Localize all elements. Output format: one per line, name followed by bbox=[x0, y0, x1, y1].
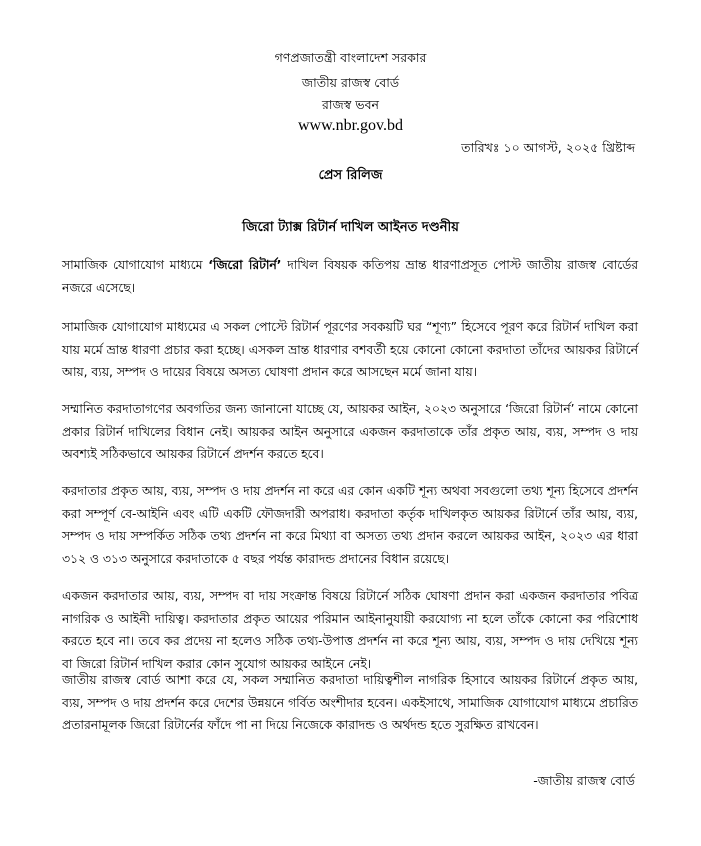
signature: -জাতীয় রাজস্ব বোর্ড bbox=[533, 773, 635, 788]
paragraph-2: সামাজিক যোগাযোগ মাধ্যমের এ সকল পোস্টে রিটার্ন পূরণের সবকয়টি ঘর “শূণ্য” হিসেবে পূরণ করে রিটার্ন দাখিল করা যায় মর্মে ভ্রান্ত ধারণা প্রচার করা হচ্ছে। এসকল ভ্রান্ত ধারণার বশবর্তী হয়ে কোনো কোনো করদাতা তাঁদের আয়কর রিটার্নে আয়, ব্যয়, সম্পদ ও দায়ের বিষয়ে অসত্য ঘোষণা প্রদান করে আসছেন মর্মে জানা যায়। bbox=[62, 320, 638, 379]
paragraph-5: একজন করদাতার আয়, ব্যয়, সম্পদ বা দায় সংক্রান্ত বিষয়ে রিটার্নে সঠিক ঘোষণা প্রদান করা একজন করদাতার পবিত্র নাগরিক ও আইনী দায়িত্ব। করদাতার প্রকৃত আয়ের পরিমান আইনানুযায়ী করযোগ্য না হলে তাঁকে কোনো কর পরিশোধ করতে হবে না। তবে কর প্রদেয় না হলেও সঠিক তথ্য-উপাত্ত প্রদর্শন না করে শূন্য আয়, ব্যয়, সম্পদ ও দায় দেখিয়ে শূন্য বা জিরো রিটার্ন দাখিল করার কোন সুযোগ আয়কর আইনে নেই। bbox=[62, 589, 638, 671]
paragraph-1 bbox=[62, 254, 638, 299]
paragraph-1-end: দাখিল বিষয়ক কতিপয় ভ্রান্ত ধারণাপ্রসূত পোস্ট জাতীয় রাজস্ব বোর্ডের নজরে এসেছে। bbox=[62, 258, 638, 295]
paragraph-1-start: সামাজিক যোগাযোগ মাধ্যমে bbox=[62, 258, 209, 272]
release-date: তারিখঃ ১০ আগস্ট, ২০২৫ খ্রিষ্টাব্দ bbox=[461, 140, 635, 155]
paragraph-3: সম্মানিত করদাতাগণের অবগতির জন্য জানানো যাচ্ছে যে, আয়কর আইন, ২০২৩ অনুসারে ‘জিরো রিটার্ন’ নামে কোনো প্রকার রিটার্ন দাখিলের বিধান নেই। আয়কর আইন অনুসারে একজন করদাতাকে তাঁর প্রকৃত আয়, ব্যয়, সম্পদ ও দায় অবশ্যই সঠিকভাবে আয়কর রিটার্নে প্রদর্শন করতে হবে। bbox=[62, 402, 639, 461]
government-name: গণপ্রজাতন্ত্রী বাংলাদেশ সরকার bbox=[274, 50, 427, 65]
building-name: রাজস্ব ভবন bbox=[322, 97, 379, 112]
website-address: www.nbr.gov.bd bbox=[297, 117, 404, 134]
headline: জিরো ট্যাক্স রিটার্ন দাখিল আইনত দণ্ডনীয় bbox=[242, 220, 459, 235]
release-type-title: প্রেস রিলিজ bbox=[318, 168, 383, 183]
board-name: জাতীয় রাজস্ব বোর্ড bbox=[301, 75, 400, 90]
paragraph-4: করদাতার প্রকৃত আয়, ব্যয়, সম্পদ ও দায় প্রদর্শন না করে এর কোন একটি শূন্য অথবা সবগুলো তথ্য শূন্য হিসেবে প্রদর্শন করা সম্পূর্ণ বে-আইনি এবং এটি একটি ফৌজদারী অপরাধ। করদাতা কর্তৃক দাখিলকৃত আয়কর রিটার্নে তাঁর আয়, ব্যয়, সম্পদ ও দায় সম্পর্কিত সঠিক তথ্য প্রদর্শন না করে মিথ্যা বা অসত্য তথ্য প্রদান করলে আয়কর আইন, ২০২৩ এর ধারা ৩১২ ও ৩১৩ অনুসারে করদাতাকে ৫ বছর পর্যন্ত কারাদন্ড প্রদানের বিধান রয়েছে। bbox=[62, 484, 638, 566]
zero-return-emphasis: ‘জিরো রিটার্ন’ bbox=[208, 258, 282, 272]
paragraph-6: জাতীয় রাজস্ব বোর্ড আশা করে যে, সকল সম্মানিত করদাতা দায়িত্বশীল নাগরিক হিসাবে আয়কর রিটার্নে প্রকৃত আয়, ব্যয়, সম্পদ ও দায় প্রদর্শন করে দেশের উন্নয়নে গর্বিত অংশীদার হবেন। একইসাথে, সামাজিক যোগাযোগ মাধ্যমে প্রচারিত প্রতারনামূলক জিরো রিটার্নের ফাঁদে পা না দিয়ে নিজেকে কারাদন্ড ও অর্থদন্ড হতে সুরক্ষিত রাখবেন। bbox=[62, 673, 638, 732]
